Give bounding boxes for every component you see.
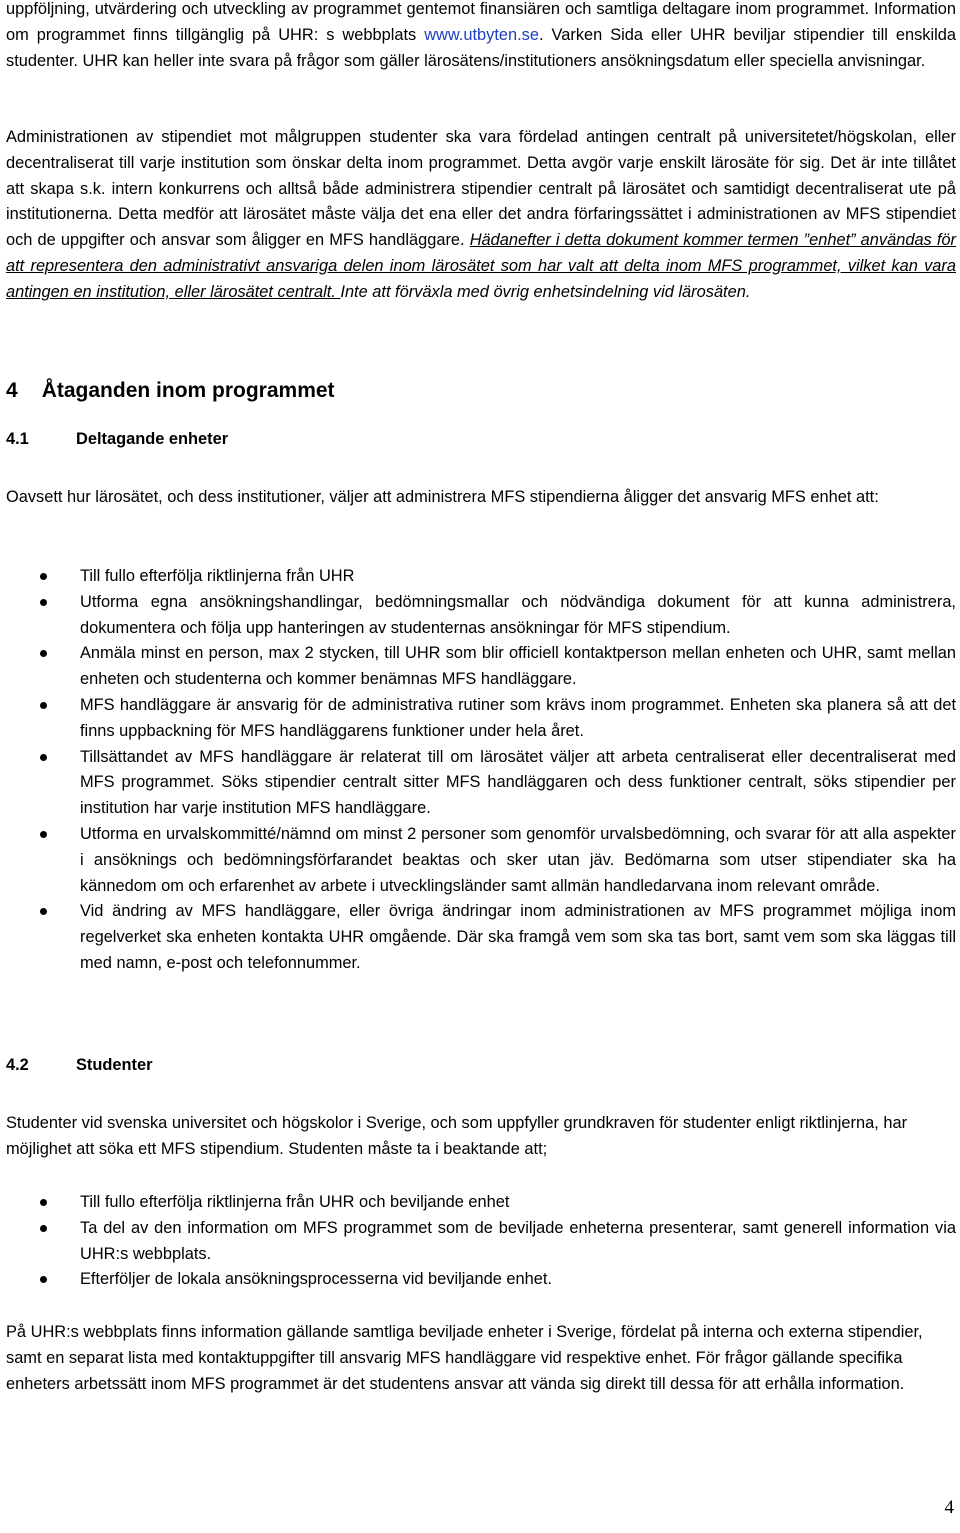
- list-item-text: MFS handläggare är ansvarig för de administrativa rutiner som krävs inom programmet. Enheten ska planera så att det finns uppbackning för MFS handläggarens funktioner under hela året.: [80, 695, 956, 740]
- student-obligations-list: [6, 1190, 956, 1293]
- list-item-text: Till fullo efterfölja riktlinjerna från UHR: [80, 567, 355, 585]
- section-4-1-heading: [6, 427, 228, 451]
- section-number: 4: [6, 379, 18, 402]
- section-4-1-intro: Oavsett hur lärosätet, och dess institutioner, väljer att administrera MFS stipendierna åligger det ansvarig MFS enhet att:: [6, 488, 879, 506]
- list-item-text: Tillsättandet av MFS handläggare är relaterat till om lärosätet väljer att arbeta centraliserat eller decentraliserat med MFS programmet. Söks stipendier centralt sitter MFS handläggaren och dess funktioner centralt, söks stipendier per institution har varje institution MFS handläggare.: [80, 747, 956, 818]
- bullet-icon: [40, 831, 47, 838]
- bullet-icon: [40, 1225, 47, 1232]
- admin-tail: Inte att förväxla med övrig enhetsindelning vid lärosäten.: [340, 282, 751, 301]
- bullet-icon: [40, 702, 47, 709]
- bullet-icon: [40, 908, 47, 915]
- closing-paragraph: På UHR:s webbplats finns information gällande samtliga beviljade enheter i Sverige, fördelat på interna och externa stipendier, samt en separat lista med kontaktuppgifter till ansvarig MFS handläggare vid respektive enhet. För frågor gällande specifika enheters arbetssätt inom MFS programmet är det studentens ansvar att vända sig direkt till dessa för att erhålla information.: [6, 1323, 923, 1393]
- list-item-text: Vid ändring av MFS handläggare, eller övriga ändringar inom administrationen av MFS programmet möjliga inom regelverket ska enheten kontakta UHR omgående. Där ska framgå vem som ska tas bort, samt vem som ska läggas till med namn, e-post och telefonnummer.: [80, 902, 956, 972]
- admin-text: Administrationen av stipendiet mot målgruppen studenter ska vara fördelad antingen centralt på universitetet/högskolan, eller decentraliserat till varje institution som önskar delta inom programmet. Detta avgör varje enskilt lärosäte för sig. Det är inte tillåtet att skapa s.k. intern konkurrens och alltså både administrera stipendier centralt på lärosätet och samtidigt decentraliserat ute på institutionerna. Detta medför att lärosätet måste välja det ena eller det andra förfaringssättet i administrationen av MFS stipendiet och de uppgifter och ansvar som åligger en MFS handläggare.: [6, 128, 956, 250]
- bullet-icon: [40, 754, 47, 761]
- subsection-title: Deltagande enheter: [76, 430, 229, 448]
- list-item-text: Ta del av den information om MFS programmet som de beviljade enheterna presenterar, samt generell information via UHR:s webbplats.: [80, 1218, 956, 1263]
- page-number: 4: [944, 1497, 954, 1518]
- enhet-definition: Hädanefter i detta dokument kommer termen ”enhet” användas för att representera den administrativt ansvariga delen inom lärosätet som har valt att delta inom MFS programmet, vilket kan vara antingen en institution, eller lärosätet centralt.: [6, 231, 956, 301]
- list-item: [6, 899, 956, 976]
- section-4-2-intro: Studenter vid svenska universitet och högskolor i Sverige, och som uppfyller grundkraven för studenter enligt riktlinjerna, har möjlighet att söka ett MFS stipendium. Studenten måste ta i beaktande att;: [6, 1114, 908, 1158]
- list-item: [6, 590, 956, 642]
- list-item: [6, 641, 956, 693]
- bullet-icon: [40, 573, 47, 580]
- section-4-heading: [6, 377, 335, 405]
- list-item-text: Efterföljer de lokala ansökningsprocesserna vid beviljande enhet.: [80, 1270, 552, 1289]
- list-item: [6, 1267, 956, 1293]
- intro-paragraph: [6, 0, 956, 74]
- list-item-text: Anmäla minst en person, max 2 stycken, till UHR som blir officiell kontaktperson mellan enheten och UHR, samt mellan enheten och studenterna och kommer benämnas MFS handläggare.: [80, 644, 956, 689]
- bullet-icon: [40, 650, 47, 657]
- list-item-text: Utforma egna ansökningshandlingar, bedömningsmallar och nödvändiga dokument för att kunna administrera, dokumentera och följa upp hanteringen av studenternas ansökningar för MFS stipendium.: [80, 592, 956, 637]
- admin-paragraph: [6, 125, 956, 306]
- list-item: [6, 745, 956, 822]
- intro-text-cont: . Varken Sida eller UHR beviljar stipendier till enskilda studenter. UHR kan heller inte svara på frågor som gäller lärosätens/institutioners ansökningsdatum eller speciella anvisningar.: [6, 25, 956, 70]
- bullet-icon: [40, 1276, 47, 1283]
- list-item-text: Till fullo efterfölja riktlinjerna från UHR och beviljande enhet: [80, 1193, 510, 1211]
- list-item: [6, 564, 956, 590]
- subsection-number: 4.2: [6, 1056, 29, 1074]
- list-item: [6, 693, 956, 745]
- bullet-icon: [40, 599, 47, 606]
- subsection-number: 4.1: [6, 430, 29, 448]
- section-4-2-heading: [6, 1053, 153, 1077]
- list-item: [6, 1190, 956, 1216]
- unit-obligations-list: [6, 564, 956, 977]
- list-item: [6, 822, 956, 899]
- bullet-icon: [40, 1199, 47, 1206]
- list-item-text: Utforma en urvalskommitté/nämnd om minst 2 personer som genomför urvalsbedömning, och svarar för att alla aspekter i ansöknings och bedömningsförfarandet beaktas och sker utan jäv. Bedömarna som utser stipendiater ska ha kännedom om och erfarenhet av arbete i utvecklingsländer samt allmän handledarvana inom relevant område.: [80, 824, 956, 895]
- intro-text: uppföljning, utvärdering och utveckling av programmet gentemot finansiären och samtliga deltagare inom programmet. Information om programmet finns tillgänglig på UHR: s webbplats: [6, 0, 956, 44]
- utbyten-link[interactable]: www.utbyten.se: [424, 25, 539, 44]
- subsection-title: Studenter: [76, 1056, 153, 1074]
- section-title: Åtaganden inom programmet: [41, 379, 335, 402]
- list-item: [6, 1216, 956, 1268]
